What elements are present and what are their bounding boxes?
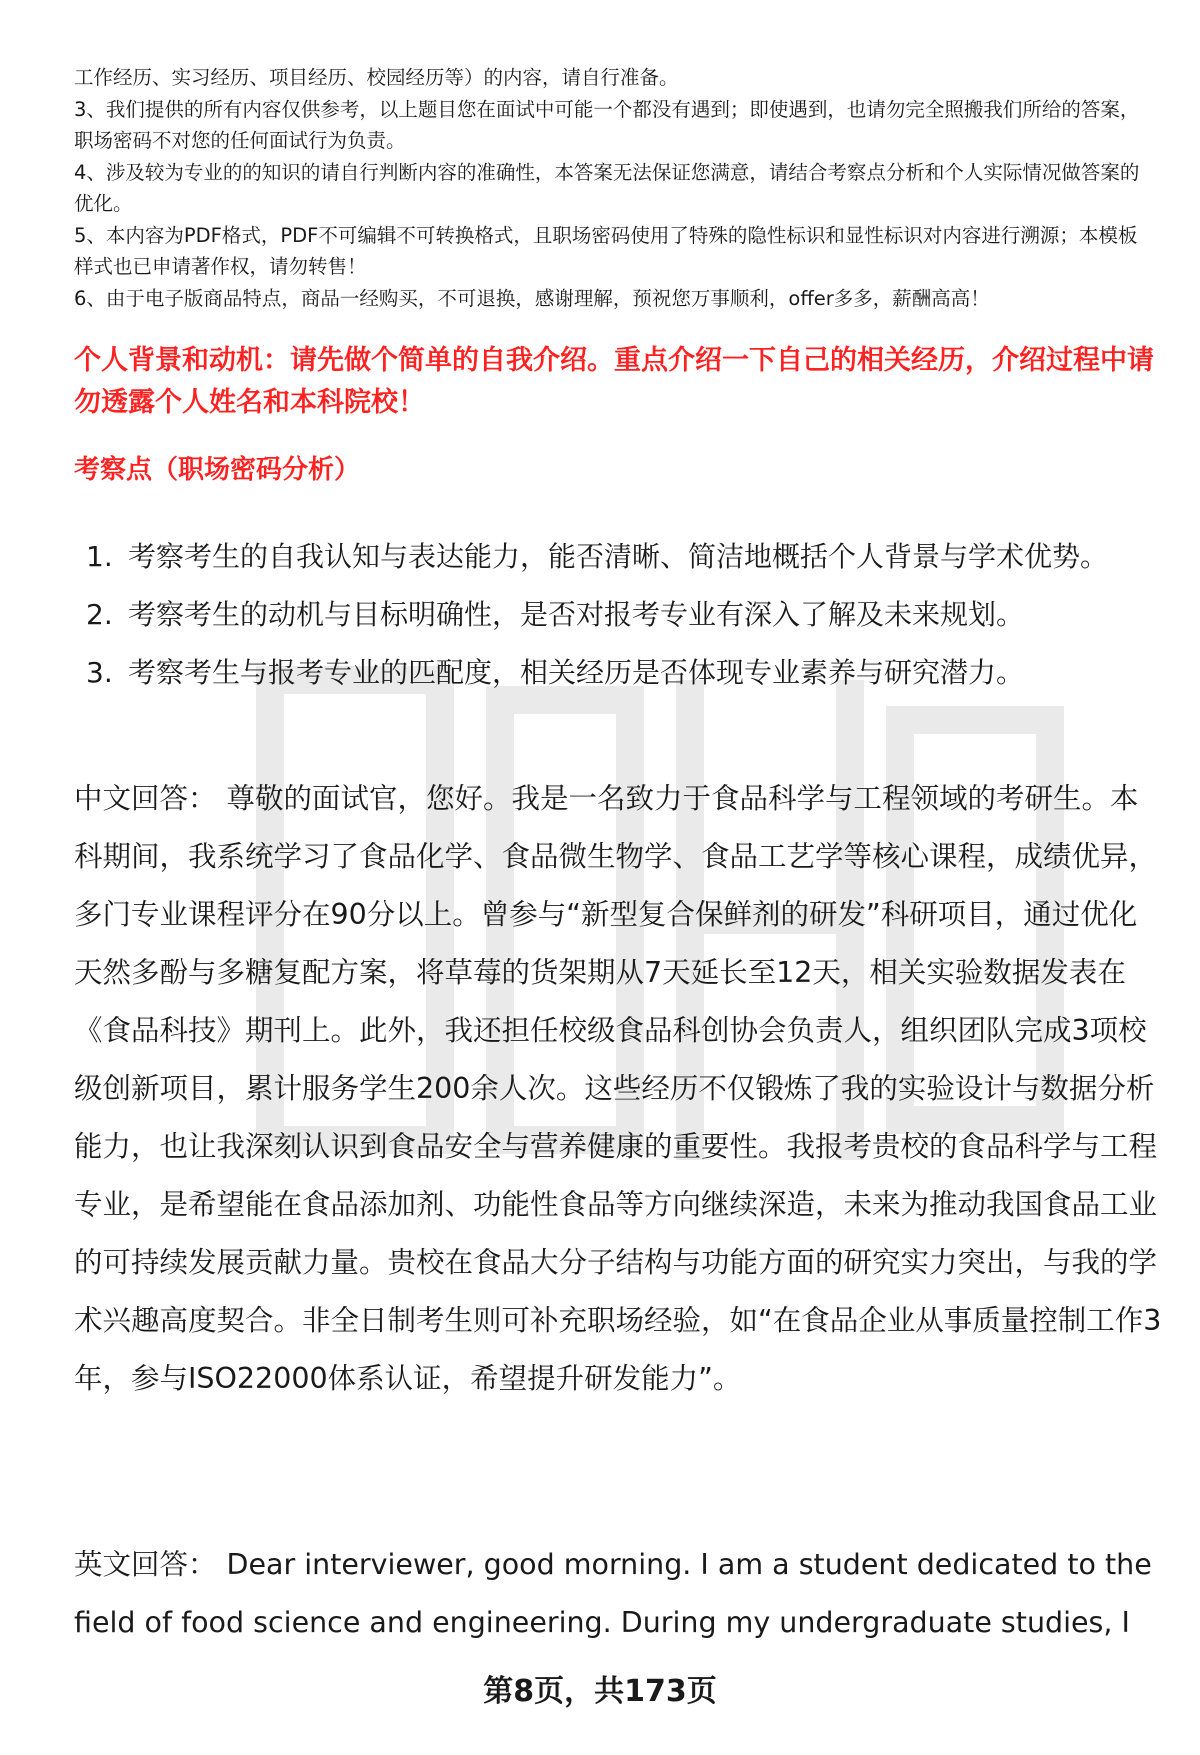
instruction-notes [74,62,1154,314]
analysis-point [74,644,1134,702]
point-text: 考察考生与报考专业的匹配度，相关经历是否体现专业素养与研究潜力。 [128,656,1025,689]
note-line: 6、由于电子版商品特点，商品一经购买，不可退换，感谢理解，预祝您万事顺利，offer多多，薪酬高高！ [74,286,990,310]
analysis-point [74,586,1134,644]
point-number: 3. [86,656,113,689]
english-answer-text: Dear interviewer, good morning. I am a student dedicated to the field of food science and engineering. During my undergraduate studies, I [74,1548,1152,1639]
point-number: 1. [86,540,113,573]
note-line: 3、我们提供的所有内容仅供参考，以上题目您在面试中可能一个都没有遇到；即使遇到，也请勿完全照搬我们所给的答案，职场密码不对您的任何面试行为负责。 [74,97,1140,152]
point-text: 考察考生的动机与目标明确性，是否对报考专业有深入了解及未来规划。 [128,598,1025,631]
chinese-answer-label: 中文回答： [74,782,217,815]
note-line: 5、本内容为PDF格式，PDF不可编辑不可转换格式，且职场密码使用了特殊的隐性标识和显性标识对内容进行溯源；本模板样式也已申请著作权，请勿转售！ [74,223,1138,278]
chinese-answer [74,770,1164,1408]
point-number: 2. [86,598,113,631]
note-line: 工作经历、实习经历、项目经历、校园经历等）的内容，请自行准备。 [74,66,679,89]
point-text: 考察考生的自我认知与表达能力，能否清晰、简洁地概括个人背景与学术优势。 [128,540,1109,573]
analysis-title: 考察点（职场密码分析） [74,455,361,485]
analysis-point [74,528,1134,586]
interview-question: 个人背景和动机：请先做个简单的自我介绍。重点介绍一下自己的相关经历，介绍过程中请勿透露个人姓名和本科院校！ [74,345,1154,418]
english-answer [74,1536,1164,1652]
chinese-answer-text: 尊敬的面试官，您好。我是一名致力于食品科学与工程领域的考研生。本科期间，我系统学习了食品化学、食品微生物学、食品工艺学等核心课程，成绩优异，多门专业课程评分在90分以上。曾参与“新型复合保鲜剂的研发”科研项目，通过优化天然多酚与多糖复配方案，将草莓的货架期从7天延长至12天，相关实验数据发表在《食品科技》期刊上。此外，我还担任校级食品科创协会负责人，组织团队完成3项校级创新项目，累计服务学生200余人次。这些经历不仅锻炼了我的实验设计与数据分析能力，也让我深刻认识到食品安全与营养健康的重要性。我报考贵校的食品科学与工程专业，是希望能在食品添加剂、功能性食品等方向继续深造，未来为推动我国食品工业的可持续发展贡献力量。贵校在食品大分子结构与功能方面的研究实力突出，与我的学术兴趣高度契合。非全日制考生则可补充职场经验，如“在食品企业从事质量控制工作3年，参与ISO22000体系认证，希望提升研发能力”。 [74,782,1162,1395]
analysis-points-list [74,528,1134,702]
english-answer-label: 英文回答： [74,1548,217,1581]
note-line: 4、涉及较为专业的的知识的请自行判断内容的准确性，本答案无法保证您满意，请结合考察点分析和个人实际情况做答案的优化。 [74,160,1140,215]
page-number: 第8页，共173页 [483,1674,717,1709]
